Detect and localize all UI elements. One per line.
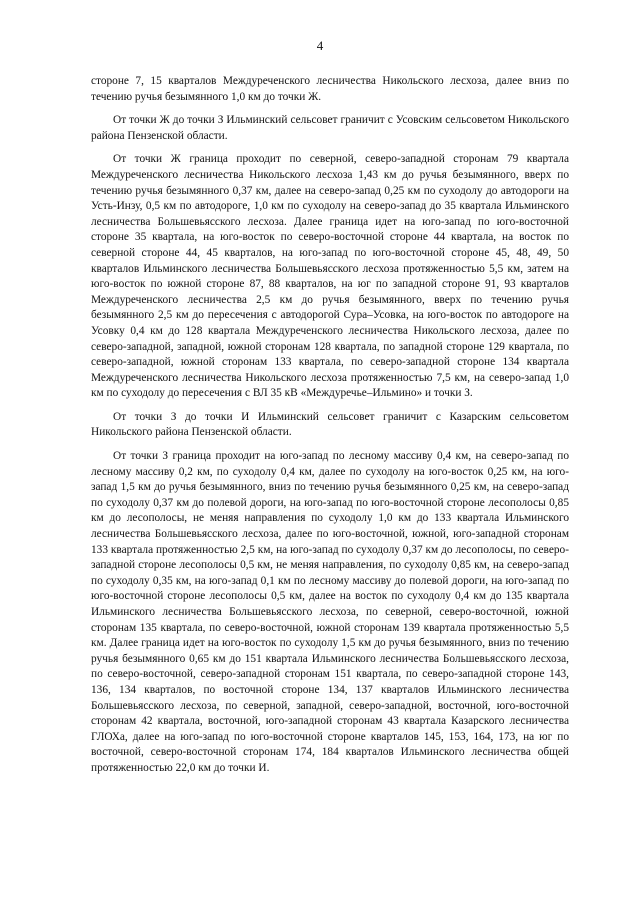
document-body xyxy=(91,74,569,785)
page-number: 4 xyxy=(316,38,324,53)
paragraph-boundary-z-i-description: От точки З граница проходит на юго-запад по лесному массиву 0,4 км, на северо-запад по лесному массиву 0,2 км, по суходолу 0,4 км, далее по суходолу на юго-восток 0,25 км, на юго-запад 1,5 км до ручья безымянного, вниз по течению ручья безымянного 0,25 км, на северо-запад по суходолу 0,37 км до полевой дороги, на юго-запад по юго-восточной стороне лесополосы 0,85 км до лесополосы, не меняя направления по суходолу 1,0 км до 133 квартала Ильминского лесничества Большевьясского лесхоза, далее по юго-восточной, южной, юго-западной сторонам 133 квартала протяженностью 2,5 км, на юго-запад по суходолу 0,37 км до лесополосы, по северо-западной стороне лесополосы 0,5 км, не меняя направления, по суходолу 0,85 км, на северо-запад по суходолу 0,35 км, на юго-запад 0,1 км по лесному массиву до полевой дороги, на юго-запад по юго-восточной стороне лесополосы 0,5 км, далее на восток по суходолу 0,4 км до 135 квартала Ильминского лесничества Большевьясского лесхоза, по северной, северо-восточной, южной сторонам 135 квартала, по северо-восточной, южной сторонам 139 квартала протяженностью 5,5 км. Далее граница идет на юго-восток по суходолу 1,5 км до ручья безымянного, вниз по течению ручья безымянного 0,65 км до 151 квартала Ильминского лесничества Большевьясского лесхоза, по северо-восточной, северо-западной сторонам 151 квартала, по северо-западной стороне 143, 136, 134 кварталов, по восточной стороне 134, 137 кварталов Ильминского лесничества Большевьясского лесхоза, по северной, западной, северо-западной, восточной, юго-восточной сторонам 42 квартала, восточной, юго-западной сторонам 43 квартала Казарского лесничества ГЛОХа, далее на юго-запад по юго-восточной стороне кварталов 145, 153, 164, 173, на юг по восточной, северо-восточной сторонам 174, 184 кварталов Ильминского лесничества общей протяженностью 22,0 км до точки И. xyxy=(91,450,569,774)
paragraph-continuation: стороне 7, 15 кварталов Междуреченского лесничества Никольского лесхоза, далее вниз по течению ручья безымянного 1,0 км до точки Ж. xyxy=(91,75,569,103)
paragraph-boundary-zh-z-intro: От точки Ж до точки З Ильминский сельсовет граничит с Усовским сельсоветом Никольского района Пензенской области. xyxy=(91,114,569,142)
paragraph-boundary-zh-z-description: От точки Ж граница проходит по северной, северо-западной сторонам 79 квартала Междуреченского лесничества Никольского лесхоза 1,43 км до ручья безымянного, вверх по течению ручья безымянного 0,37 км, далее на северо-запад 0,25 км по суходолу до автодороги на Усть-Инзу, 0,5 км по автодороге, 1,0 км по суходолу на северо-запад до 35 квартала Ильминского лесничества Большевьясского лесхоза. Далее граница идет на юго-запад по юго-восточной стороне 35 квартала, на юго-восток по северо-восточной стороне 44 квартала, на восток по северной стороне 44, 45 кварталов, на юго-запад по юго-восточной стороне 45, 48, 49, 50 кварталов Ильминского лесничества Большевьясского лесхоза протяженностью 5,5 км, затем на юго-восток по южной стороне 87, 88 кварталов, на юг по западной стороне 91, 93 кварталов Междуреченского лесничества 2,5 км до ручья безымянного, вверх по течению ручья безымянного 2,5 км до пересечения с автодорогой Сура–Усовка, на юго-восток по автодороге на Усовку 0,4 км до 128 квартала Междуреченского лесничества Никольского лесхоза, далее по северо-западной, западной, южной сторонам 128 квартала, по западной стороне 129 квартала, по северо-западной, южной сторонам 133 квартала, по северо-западной стороне 134 квартала Междуреченского лесничества Никольского лесхоза протяженностью 7,5 км, на северо-запад 1,0 км по суходолу до пересечения с ВЛ 35 кВ «Междуречье–Ильмино» и точки З. xyxy=(91,153,569,400)
paragraph-boundary-z-i-intro: От точки З до точки И Ильминский сельсовет граничит с Казарским сельсоветом Никольского района Пензенской области. xyxy=(91,410,569,439)
